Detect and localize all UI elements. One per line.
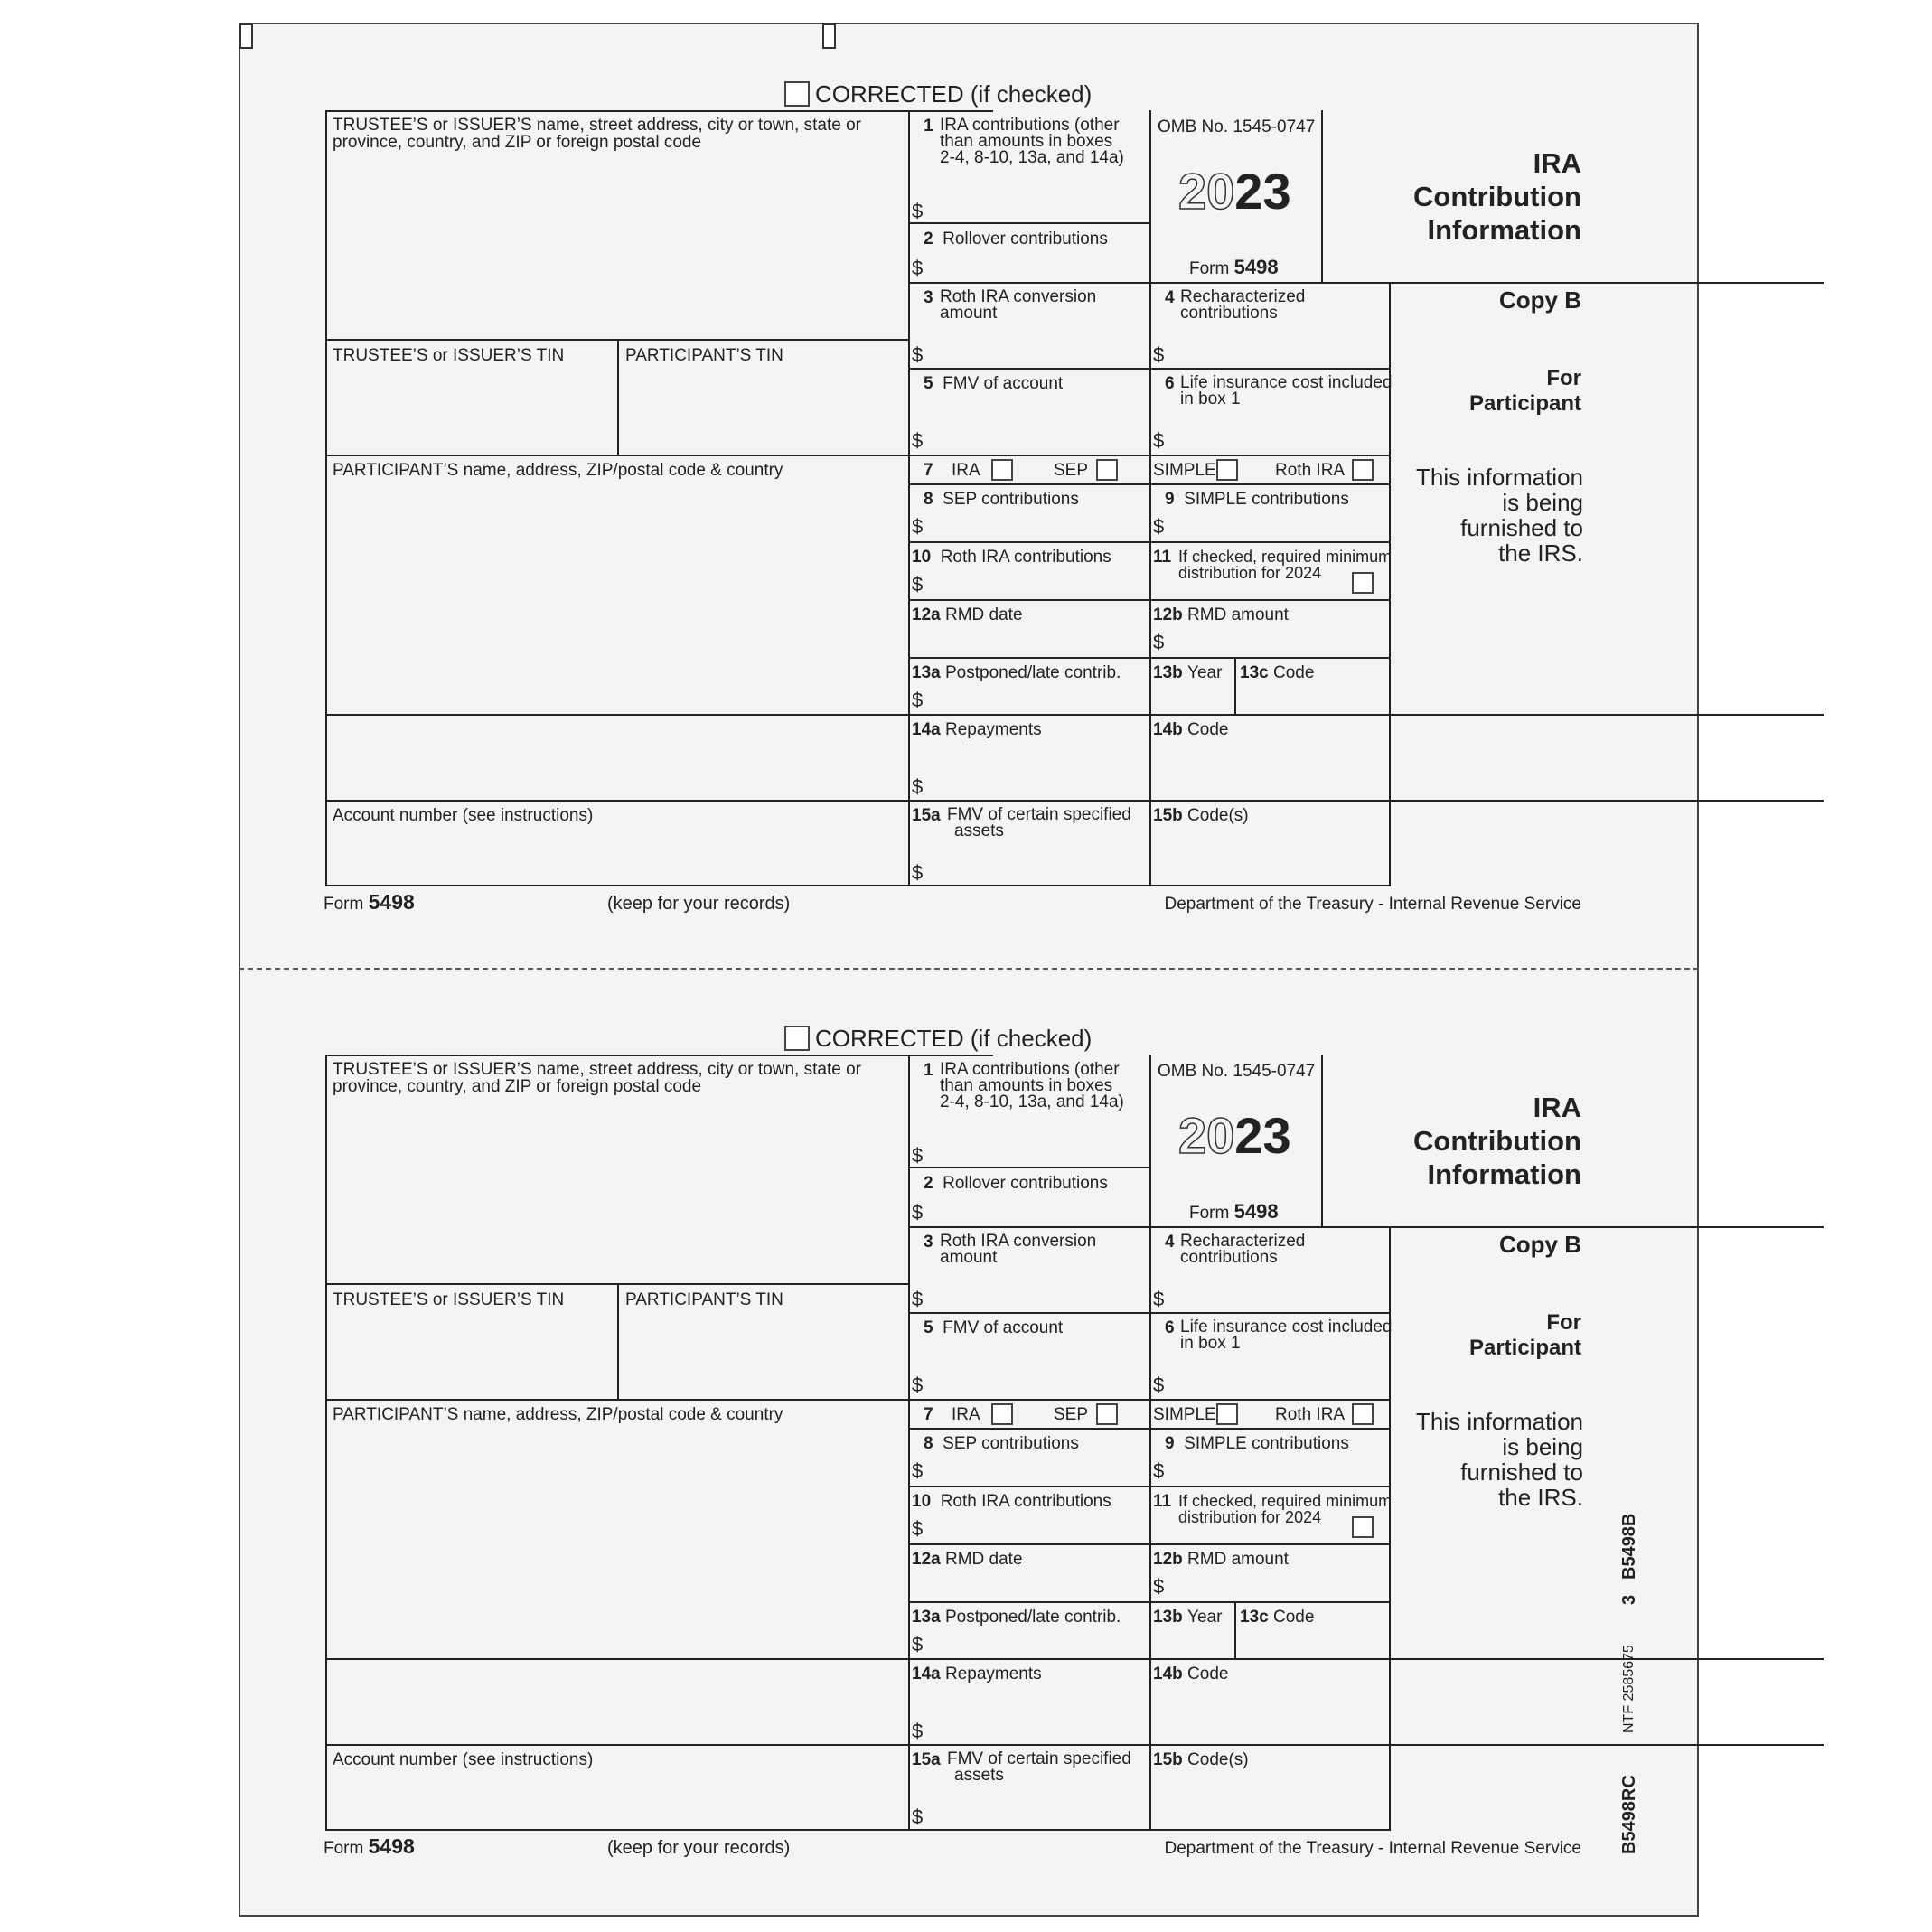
account-number-label: Account number (see instructions) (333, 1750, 594, 1769)
box-11-checkbox[interactable] (1352, 572, 1374, 594)
form-id-header: Form 5498 (1189, 256, 1279, 278)
copy-b-bottom (239, 969, 1699, 1899)
box-11-checkbox[interactable] (1352, 1516, 1374, 1538)
box-7-ira-label: IRA (952, 461, 980, 480)
box-5-dollar: $ (912, 429, 924, 452)
form-title: IRA Contribution Information (1413, 1092, 1581, 1190)
corrected-checkbox[interactable] (784, 81, 1092, 107)
box-13a-label: 13a Postponed/late contrib. (912, 1608, 1121, 1627)
trustee-name-label: TRUSTEE’S or ISSUER’S name, street address, city or town, state or province, country, and ZIP or foreign postal code (333, 1060, 861, 1096)
box-14b-label: 14b Code (1153, 720, 1229, 739)
box-7-roth-label: Roth IRA (1275, 461, 1346, 480)
box-7-simple-label: SIMPLE (1153, 461, 1216, 480)
box-7-roth-label: Roth IRA (1275, 1405, 1346, 1424)
trustee-tin-label: TRUSTEE’S or ISSUER’S TIN (333, 346, 565, 365)
box-7-simple-label: SIMPLE (1153, 1405, 1216, 1424)
participant-tin-label: PARTICIPANT’S TIN (625, 1290, 783, 1309)
box-4-dollar: $ (1153, 343, 1165, 366)
box-3-label: 3 (924, 288, 933, 307)
for-participant-label: For Participant (1468, 1310, 1581, 1360)
box-12b-dollar: $ (1153, 631, 1165, 653)
box-12a-label: 12a RMD date (912, 1550, 1023, 1569)
box-7-roth-checkbox[interactable] (1352, 1403, 1374, 1425)
box-10-label: 10 Roth IRA contributions (912, 1492, 1111, 1511)
box-2-dollar: $ (912, 257, 924, 279)
box-15a-dollar: $ (912, 861, 924, 884)
box-13a-label: 13a Postponed/late contrib. (912, 663, 1121, 682)
box-6-label: 6 (1165, 1318, 1175, 1337)
copy-label: Copy B (1499, 286, 1581, 314)
trustee-tin-label: TRUSTEE’S or ISSUER’S TIN (333, 1290, 565, 1309)
ntf-number: NTF 2585675 (1621, 1645, 1637, 1733)
box-8-dollar: $ (912, 1459, 924, 1482)
tax-year: 2023 (1178, 163, 1291, 220)
box-3-dollar: $ (912, 343, 924, 366)
box-15a-label: 15a (912, 1750, 941, 1769)
dept-treasury: Department of the Treasury - Internal Revenue Service (1164, 895, 1581, 914)
box-13b-label: 13b Year (1153, 1608, 1223, 1627)
box-1-dollar: $ (912, 1144, 924, 1167)
box-13c-label: 13c Code (1240, 1608, 1315, 1627)
box-12b-label: 12b RMD amount (1153, 605, 1289, 624)
box-6-text: Life insurance cost included in box 1 (1180, 1318, 1393, 1353)
box-7-sep-checkbox[interactable] (1096, 459, 1118, 481)
irs-notice: This information is being furnished to the IRS. (1416, 1408, 1583, 1511)
box-10-label: 10 Roth IRA contributions (912, 548, 1111, 567)
dept-treasury: Department of the Treasury - Internal Revenue Service (1164, 1839, 1581, 1858)
box-4-dollar: $ (1153, 1288, 1165, 1310)
box-15a-label: 15a (912, 806, 941, 825)
box-4-label: 4 (1165, 1233, 1175, 1252)
box-8-label: 8 SEP contributions (924, 1434, 1079, 1453)
box-10-dollar: $ (912, 1517, 924, 1540)
corrected-label: CORRECTED (if checked) (815, 80, 1093, 108)
box-13a-dollar: $ (912, 689, 924, 711)
box-14a-label: 14a Repayments (912, 1665, 1042, 1683)
keep-records-note: (keep for your records) (607, 1838, 791, 1858)
box-9-label: 9 SIMPLE contributions (1165, 490, 1349, 509)
box-1-label: 1 (924, 1061, 933, 1080)
trustee-name-label: TRUSTEE’S or ISSUER’S name, street address, city or town, state or province, country, and ZIP or foreign postal code (333, 116, 861, 152)
box-14a-dollar: $ (912, 775, 924, 798)
box-13a-dollar: $ (912, 1633, 924, 1655)
box-5-dollar: $ (912, 1374, 924, 1396)
box-3-dollar: $ (912, 1288, 924, 1310)
copy-label: Copy B (1499, 1231, 1581, 1258)
box-14a-dollar: $ (912, 1720, 924, 1742)
sheet-code-top: B5498B (1619, 1513, 1639, 1580)
tax-year: 2023 (1178, 1107, 1291, 1164)
form-footer-id: Form 5498 (324, 890, 415, 914)
box-14a-label: 14a Repayments (912, 720, 1042, 739)
box-7-ira-label: IRA (952, 1405, 980, 1424)
box-1-dollar: $ (912, 200, 924, 222)
omb-number: OMB No. 1545-0747 (1158, 117, 1316, 136)
trustee-name-field[interactable] (329, 1104, 898, 1276)
box-4-text: Recharacterized contributions (1180, 287, 1306, 323)
box-7-ira-checkbox[interactable] (991, 459, 1013, 481)
box-13c-label: 13c Code (1240, 663, 1315, 682)
box-14b-label: 14b Code (1153, 1665, 1229, 1683)
box-7-ira-checkbox[interactable] (991, 1403, 1013, 1425)
for-participant-label: For Participant (1468, 366, 1581, 416)
corrected-label: CORRECTED (if checked) (815, 1025, 1093, 1052)
box-3-text: Roth IRA conversion amount (940, 287, 1097, 323)
box-8-label: 8 SEP contributions (924, 490, 1079, 509)
box-2-dollar: $ (912, 1201, 924, 1224)
box-12b-dollar: $ (1153, 1575, 1165, 1598)
box-3-text: Roth IRA conversion amount (940, 1232, 1097, 1267)
participant-tin-label: PARTICIPANT’S TIN (625, 346, 783, 365)
box-15b-label: 15b Code(s) (1153, 1750, 1249, 1769)
omb-number: OMB No. 1545-0747 (1158, 1062, 1316, 1081)
form-footer-id: Form 5498 (324, 1834, 415, 1858)
box-15a-text: FMV of certain specified assets (947, 805, 1131, 840)
box-9-dollar: $ (1153, 1459, 1165, 1482)
box-8-dollar: $ (912, 515, 924, 538)
box-12a-label: 12a RMD date (912, 605, 1023, 624)
keep-records-note: (keep for your records) (607, 894, 791, 914)
copy-b-top (239, 24, 1699, 955)
box-7-sep-label: SEP (1054, 1405, 1089, 1424)
account-number-label: Account number (see instructions) (333, 806, 594, 825)
box-2-label: 2 Rollover contributions (924, 1174, 1108, 1193)
box-13b-label: 13b Year (1153, 663, 1223, 682)
box-7-label: 7 (924, 461, 933, 480)
box-2-label: 2 Rollover contributions (924, 230, 1108, 249)
box-11-text: If checked, required minimum distribution for 2024 (1178, 548, 1393, 582)
box-7-simple-checkbox[interactable] (1216, 459, 1238, 481)
box-7-simple-checkbox[interactable] (1216, 1403, 1238, 1425)
box-1-label: 1 (924, 117, 933, 136)
box-6-label: 6 (1165, 374, 1175, 393)
box-9-dollar: $ (1153, 515, 1165, 538)
box-1-text: IRA contributions (other than amounts in boxes 2-4, 8-10, 13a, and 14a) (940, 1060, 1124, 1111)
sheet-code-mid: 3 (1619, 1594, 1639, 1605)
box-7-sep-checkbox[interactable] (1096, 1403, 1118, 1425)
box-9-label: 9 SIMPLE contributions (1165, 1434, 1349, 1453)
box-6-text: Life insurance cost included in box 1 (1180, 373, 1393, 408)
box-4-label: 4 (1165, 288, 1175, 307)
box-7-label: 7 (924, 1405, 933, 1424)
corrected-checkbox[interactable] (784, 1026, 1092, 1051)
box-7-roth-checkbox[interactable] (1352, 459, 1374, 481)
box-3-label: 3 (924, 1233, 933, 1252)
box-15a-text: FMV of certain specified assets (947, 1749, 1131, 1785)
box-12b-label: 12b RMD amount (1153, 1550, 1289, 1569)
sheet-code-bottom: B5498RC (1619, 1775, 1639, 1854)
box-11-label: 11 (1153, 548, 1172, 567)
box-4-text: Recharacterized contributions (1180, 1232, 1306, 1267)
irs-notice: This information is being furnished to the IRS. (1416, 464, 1583, 567)
box-11-text: If checked, required minimum distribution for 2024 (1178, 1492, 1393, 1526)
trustee-name-field[interactable] (329, 160, 898, 332)
participant-name-label: PARTICIPANT’S name, address, ZIP/postal code & country (333, 461, 783, 480)
form-title: IRA Contribution Information (1413, 147, 1581, 246)
box-15b-label: 15b Code(s) (1153, 806, 1249, 825)
box-11-label: 11 (1153, 1492, 1172, 1511)
box-1-text: IRA contributions (other than amounts in boxes 2-4, 8-10, 13a, and 14a) (940, 116, 1124, 167)
box-5-label: 5 FMV of account (924, 1318, 1064, 1337)
form-id-header: Form 5498 (1189, 1200, 1279, 1223)
box-6-dollar: $ (1153, 429, 1165, 452)
box-5-label: 5 FMV of account (924, 374, 1064, 393)
participant-name-label: PARTICIPANT’S name, address, ZIP/postal code & country (333, 1405, 783, 1424)
box-7-sep-label: SEP (1054, 461, 1089, 480)
box-6-dollar: $ (1153, 1374, 1165, 1396)
box-15a-dollar: $ (912, 1805, 924, 1828)
box-10-dollar: $ (912, 573, 924, 596)
